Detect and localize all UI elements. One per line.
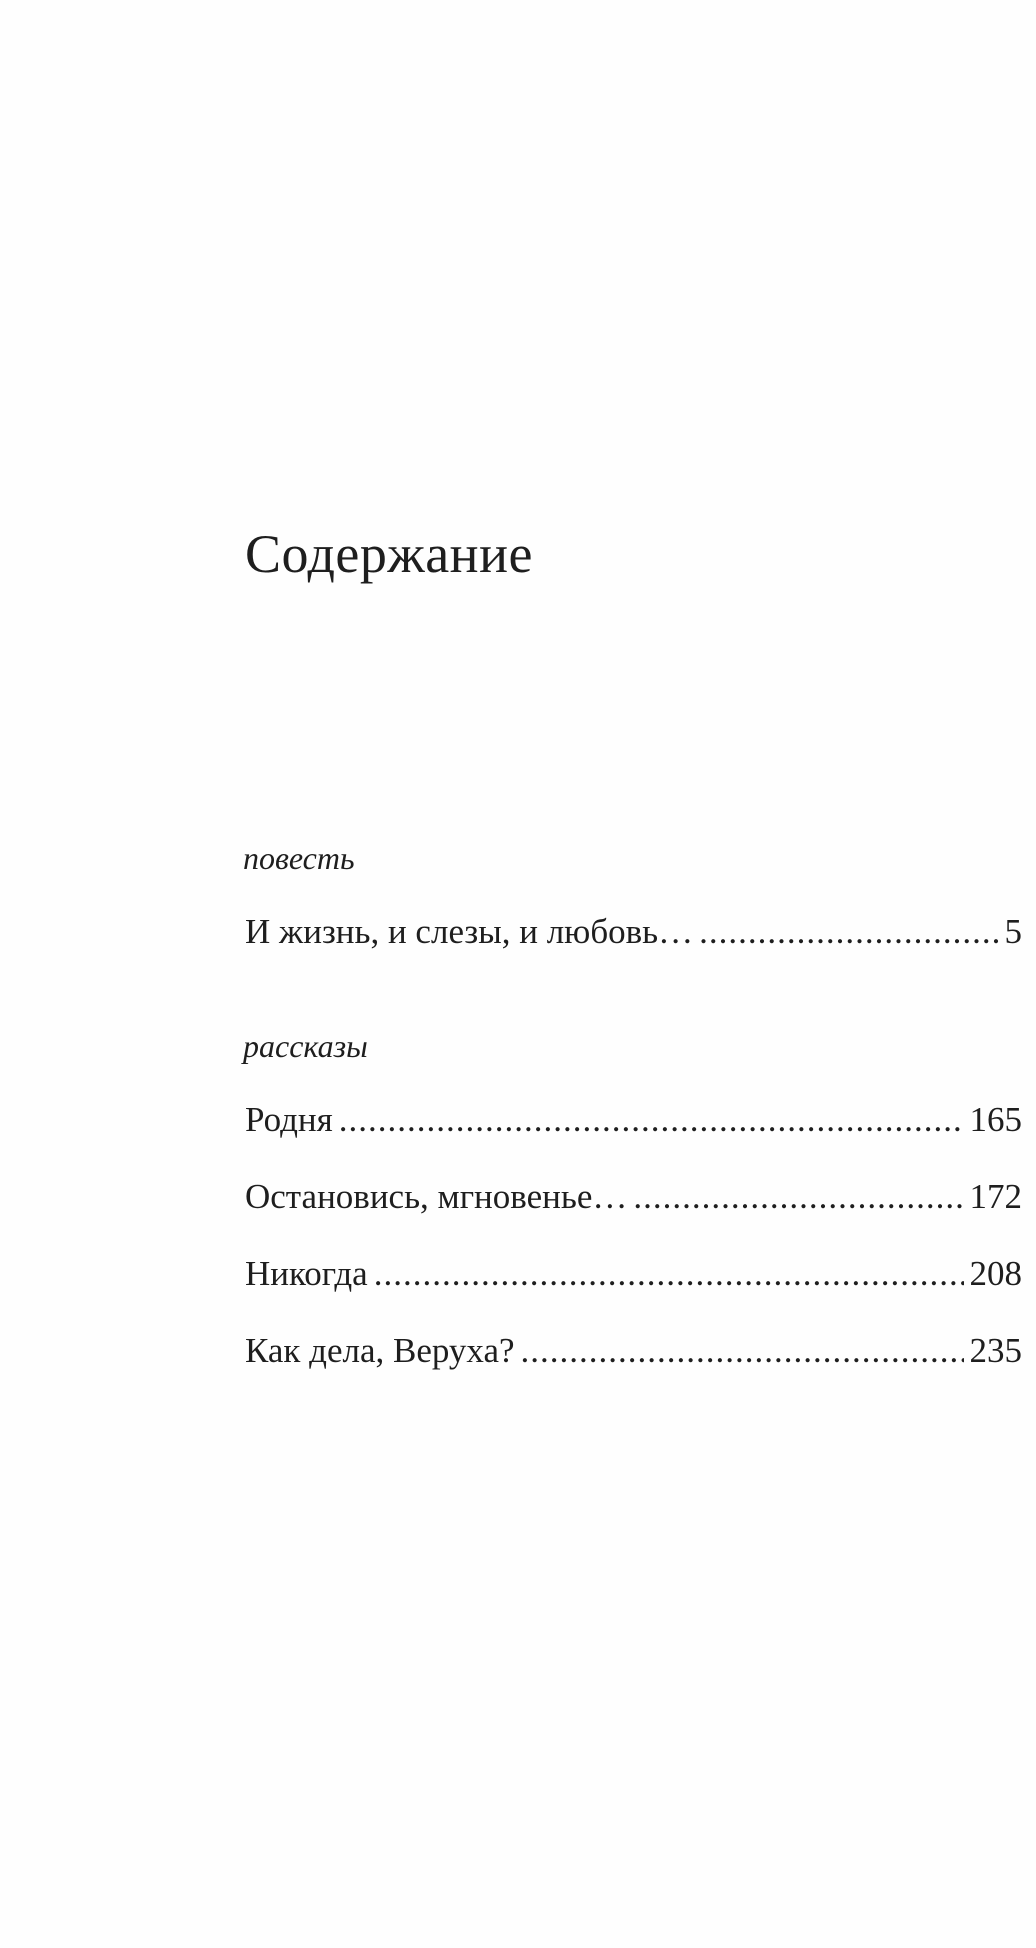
page-title: Содержание — [245, 524, 533, 584]
dot-leader — [374, 1250, 964, 1298]
toc-entry[interactable] — [245, 1173, 1022, 1221]
toc-page-number: 208 — [969, 1254, 1022, 1293]
toc-entry-title: Никогда — [245, 1254, 368, 1293]
toc-page-number: 165 — [969, 1100, 1022, 1139]
toc-entry[interactable] — [245, 1327, 1022, 1375]
section-label-rasskazy: рассказы — [243, 1028, 368, 1064]
dot-leader — [633, 1173, 963, 1221]
toc-page-number: 172 — [969, 1177, 1022, 1216]
toc-page-number: 235 — [969, 1331, 1022, 1370]
dot-leader — [699, 908, 998, 956]
toc-entry[interactable] — [245, 908, 1022, 956]
toc-entry-title: Как дела, Веруха? — [245, 1331, 515, 1370]
dot-leader — [339, 1096, 964, 1144]
toc-entry[interactable] — [245, 1250, 1022, 1298]
toc-entry-title: Остановись, мгновенье… — [245, 1177, 628, 1216]
dot-leader — [521, 1327, 964, 1375]
section-label-povest: повесть — [243, 840, 355, 876]
toc-entry-title: И жизнь, и слезы, и любовь… — [245, 912, 694, 951]
toc-entry[interactable] — [245, 1096, 1022, 1144]
toc-page-number: 5 — [1004, 912, 1022, 951]
toc-entry-title: Родня — [245, 1100, 333, 1139]
